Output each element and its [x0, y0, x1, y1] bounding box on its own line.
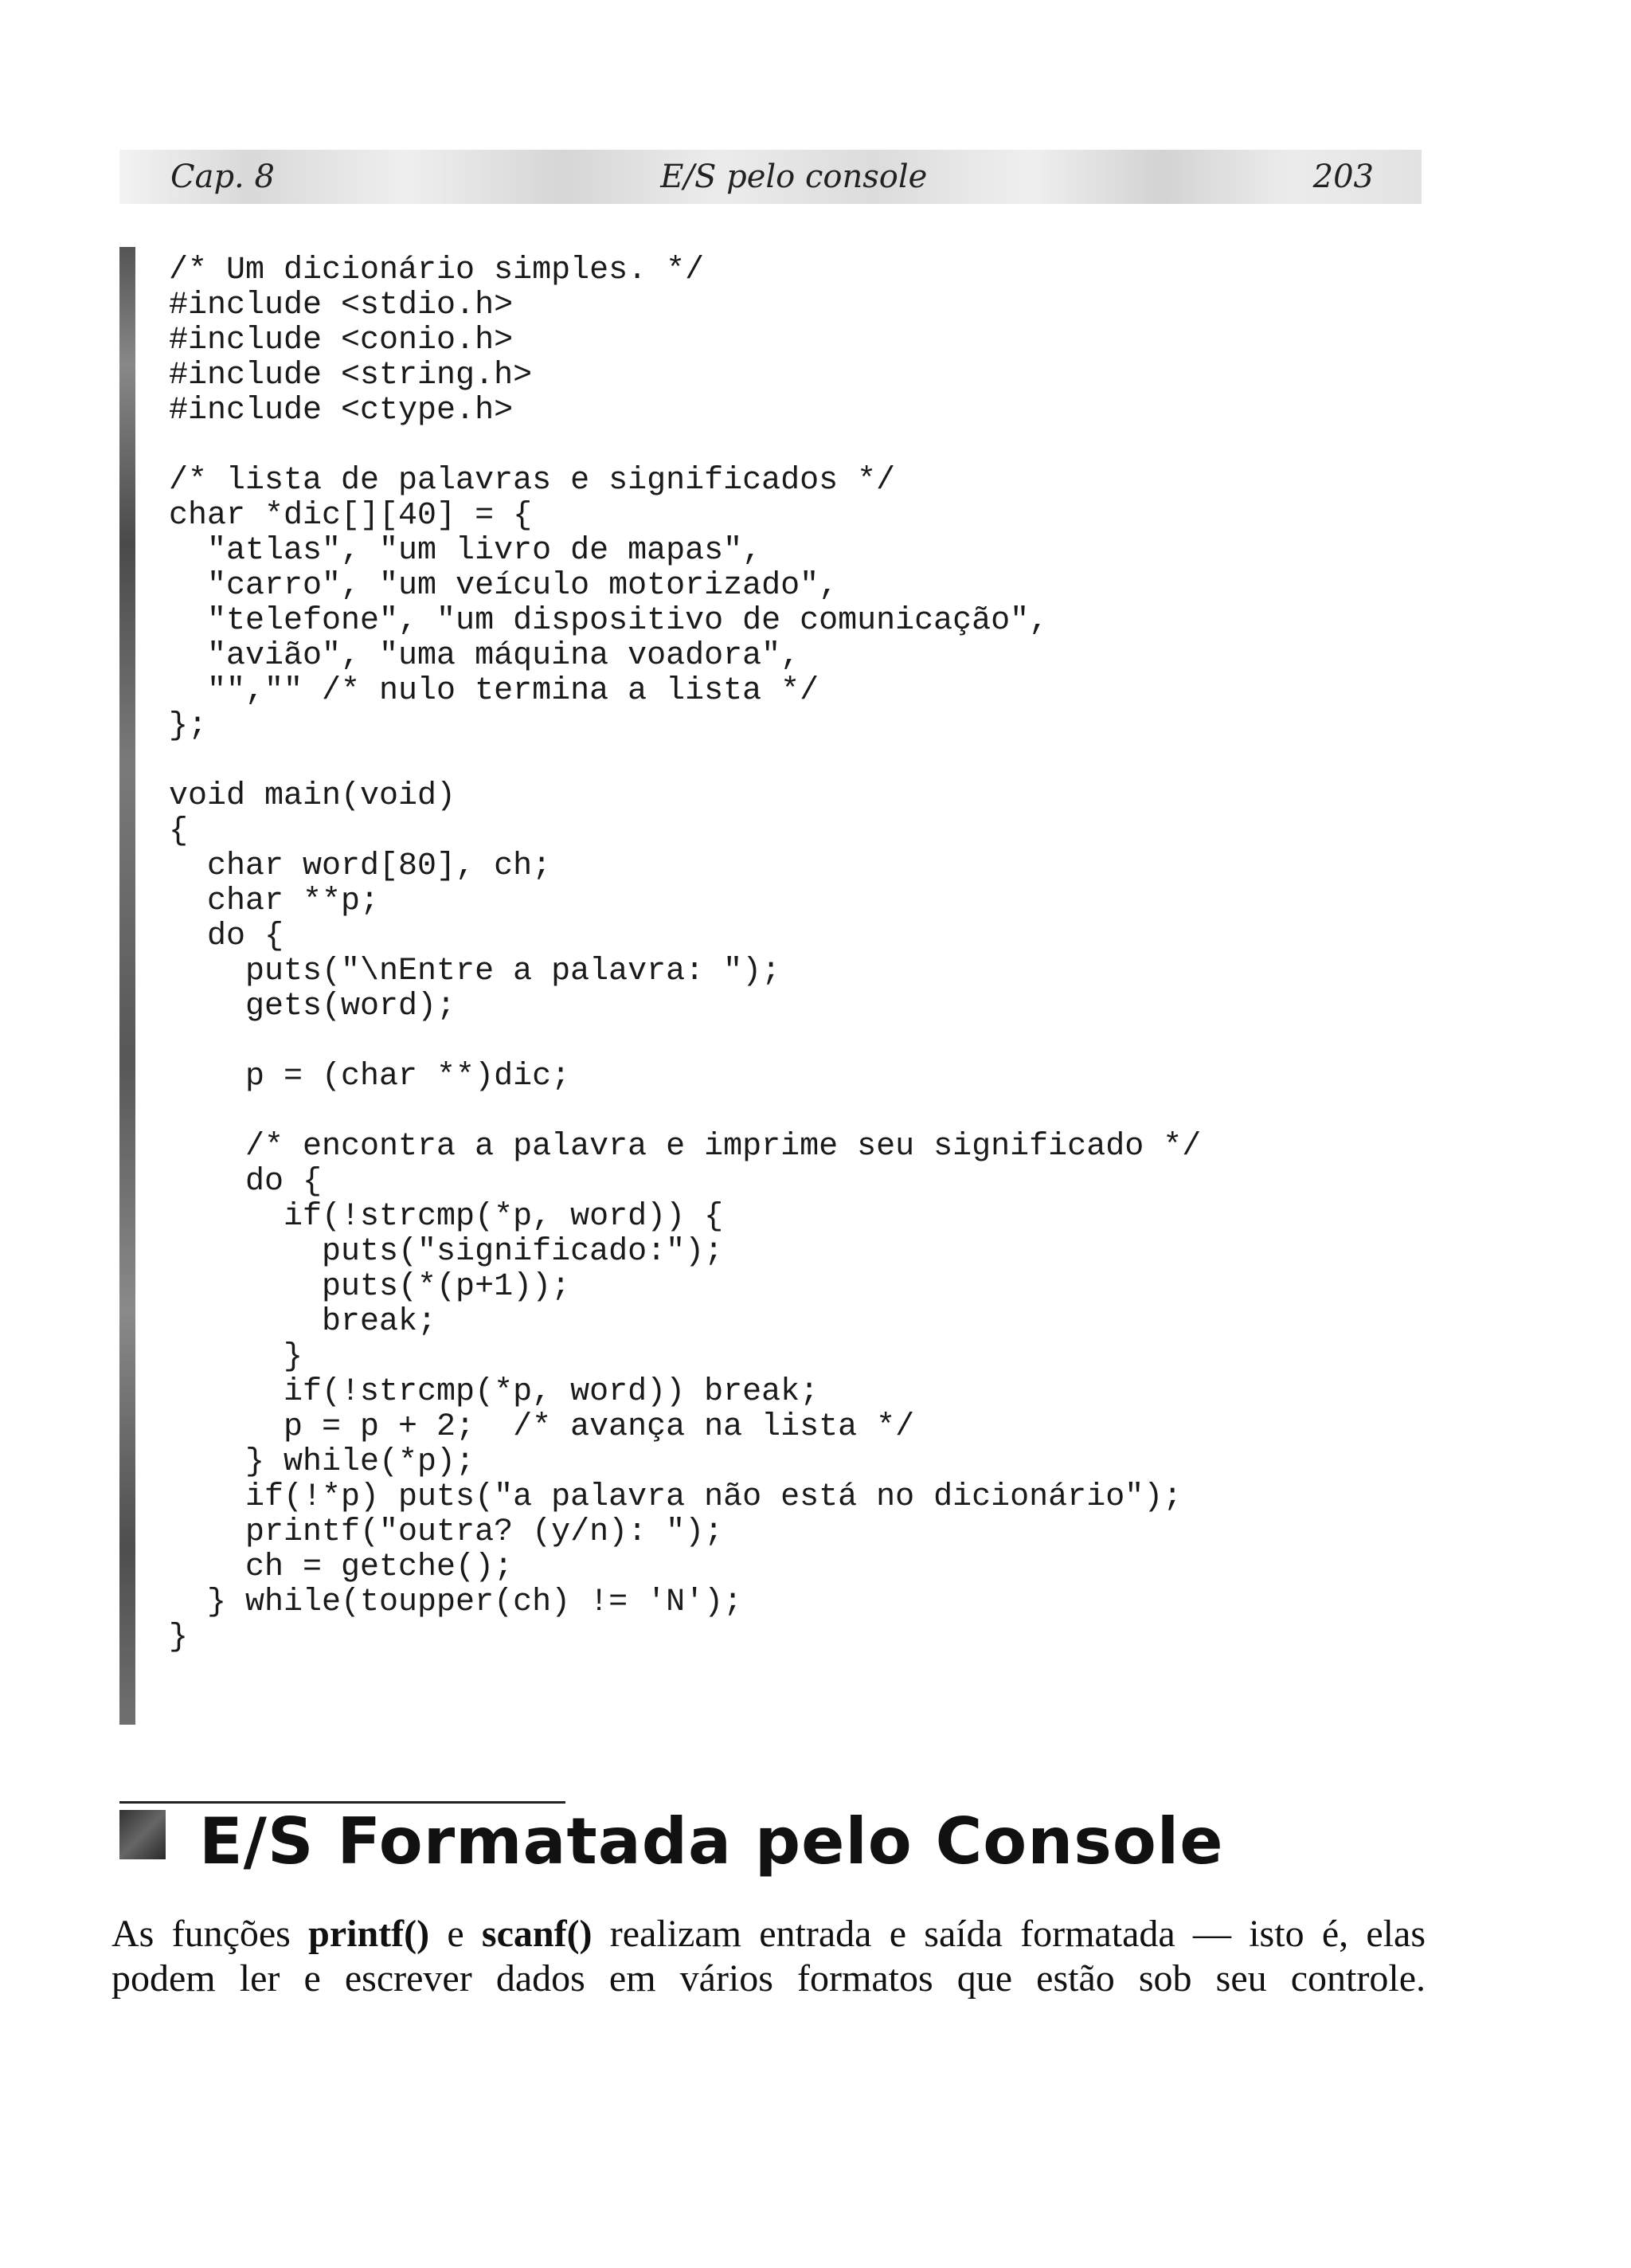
paragraph-text-1: As funções: [111, 1913, 309, 1955]
page-number: 203: [1312, 159, 1374, 195]
body-paragraph: [111, 1912, 1426, 2001]
paragraph-text-3: realizam entrada e saída formatada — isto é, elas: [592, 1913, 1426, 1955]
printf-function: printf(): [308, 1913, 430, 1955]
paragraph-line-1: [111, 1912, 1426, 1957]
running-head: [119, 150, 1422, 204]
scanf-function: scanf(): [481, 1913, 593, 1955]
code-sidebar-bar: [119, 247, 135, 1725]
paragraph-line-2: podem ler e escrever dados em vários formatos que estão sob seu controle.: [111, 1957, 1426, 2000]
section-marker-square: [119, 1810, 166, 1859]
section-heading: E/S Formatada pelo Console: [199, 1804, 1224, 1878]
code-listing: /* Um dicionário simples. */ #include <stdio.h> #include <conio.h> #include <string.h> #include <ctype.h> /* lista de palavras e significados */ char *dic[][40] = { "atlas", "um livro de mapas", "carro", "um veículo motorizado", "telefone", "um dispositivo de comunicação", "avião", "uma máquina voadora", "","" /* nulo termina a lista */ }; void main(void) { char word[80], ch; char **p; do { puts("\nEntre a palavra: "); gets(word); p = (char **)dic; /* encontra a palavra e imprime seu significado */ do { if(!strcmp(*p, word)) { puts("significado:"); puts(*(p+1)); break; } if(!strcmp(*p, word)) break; p = p + 2; /* avança na lista */ } while(*p); if(!*p) puts("a palavra não está no dicionário"); printf("outra? (y/n): "); ch = getche(); } while(toupper(ch) != 'N'); }: [169, 253, 1202, 1655]
chapter-label: Cap. 8: [170, 159, 275, 195]
paragraph-text-2: e: [429, 1913, 482, 1955]
running-head-title: E/S pelo console: [660, 159, 928, 195]
